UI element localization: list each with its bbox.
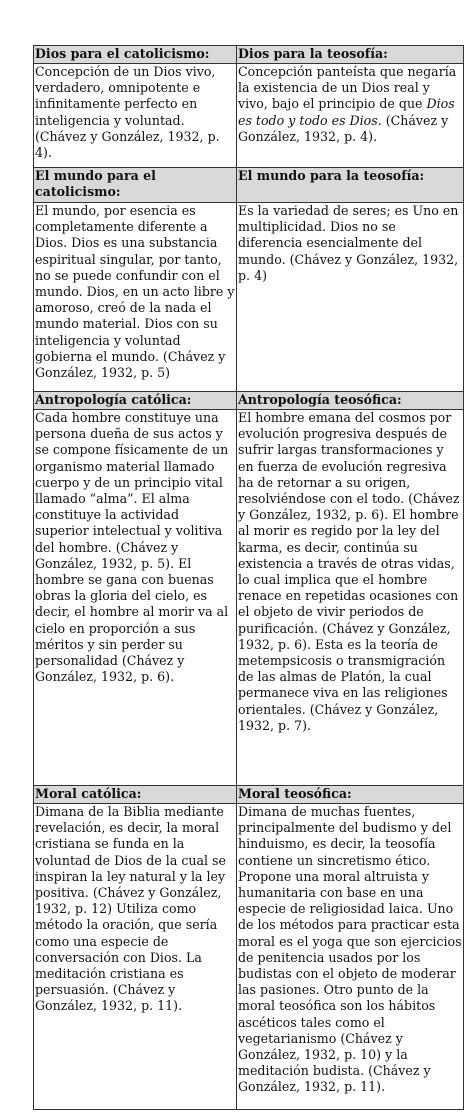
- cell-dios-teosofia-text-2: . (Chávez y González, 1932, p. 4).: [238, 112, 449, 144]
- header-antropologia-catolica: Antropología católica:: [34, 392, 237, 410]
- table-row-header-moral: [34, 786, 464, 804]
- cell-dios-teosofia: [237, 64, 464, 168]
- cell-mundo-teosofia: Es la variedad de seres; es Uno en multiplicidad. Dios no se diferencia esencialmente del mundo. (Chávez y González, 1932, p. 4): [237, 203, 464, 392]
- comparison-table: [33, 45, 464, 1110]
- table-row-header-dios: [34, 46, 464, 64]
- header-antropologia-teosofica: Antropología teosófica:: [237, 392, 464, 410]
- header-moral-catolica: Moral católica:: [34, 786, 237, 804]
- cell-mundo-catolicismo: El mundo, por esencia es completamente diferente a Dios. Dios es una substancia espiritual singular, por tanto, no se puede confundir con el mundo. Dios, en un acto libre y amoroso, creó de la nada el mundo material. Dios con su inteligencia y voluntad gobierna el mundo. (Chávez y González, 1932, p. 5): [34, 203, 237, 392]
- header-dios-catolicismo: Dios para el catolicismo:: [34, 46, 237, 64]
- cell-moral-teosofica: Dimana de muchas fuentes, principalmente del budismo y del hinduismo, es decir, la teosofía contiene un sincretismo ético. Propone una moral altruista y humanitaria con base en una especie de religiosidad laica. Uno de los métodos para practicar esta moral es el yoga que son ejercicios de penitencia usados por los budistas con el objeto de moderar las pasiones. Otro punto de la moral teosófica son los hábitos ascéticos tales como el vegetarianismo (Chávez y González, 1932, p. 10) y la meditación budista. (Chávez y González, 1932, p. 11).: [237, 804, 464, 1110]
- table-row-header-antropologia: [34, 392, 464, 410]
- cell-dios-teosofia-text-1: Concepción panteísta que negaría la existencia de un Dios real y vivo, bajo el principio de que: [238, 64, 457, 112]
- table-row-body-antropologia: [34, 410, 464, 786]
- header-mundo-catolicismo: El mundo para el catolicismo:: [34, 168, 237, 203]
- table-row-body-moral: [34, 804, 464, 1110]
- cell-antropologia-teosofica: El hombre emana del cosmos por evolución progresiva después de sufrir largas transformaciones y en fuerza de evolución regresiva ha de retornar a su origen, resolviéndose con el todo. (Chávez y González, 1932, p. 6). El hombre al morir es regido por la ley del karma, es decir, continúa su existencia a través de otras vidas, lo cual implica que el hombre renace en repetidas ocasiones con el objeto de vivir periodos de purificación. (Chávez y González, 1932, p. 6). Esta es la teoría de metempsicosis o transmigración de las almas de Platón, la cual permanece viva en las religiones orientales. (Chávez y González, 1932, p. 7).: [237, 410, 464, 786]
- table-row-header-mundo: [34, 168, 464, 203]
- header-moral-teosofica: Moral teosófica:: [237, 786, 464, 804]
- cell-dios-teosofia-italic: Dios es todo y todo es Dios: [238, 96, 455, 128]
- cell-antropologia-catolica: Cada hombre constituye una persona dueña de sus actos y se compone físicamente de un organismo material llamado cuerpo y de un principio vital llamado “alma”. El alma constituye la actividad superior intelectual y volitiva del hombre. (Chávez y González, 1932, p. 5). El hombre se gana con buenas obras la gloria del cielo, es decir, el hombre al morir va al cielo en proporción a sus méritos y sin perder su personalidad (Chávez y González, 1932, p. 6).: [34, 410, 237, 786]
- table-row-body-dios: [34, 64, 464, 168]
- cell-dios-catolicismo: Concepción de un Dios vivo, verdadero, omnipotente e infinitamente perfecto en inteligencia y voluntad. (Chávez y González, 1932, p. 4).: [34, 64, 237, 168]
- table-row-body-mundo: [34, 203, 464, 392]
- cell-moral-catolica: Dimana de la Biblia mediante revelación, es decir, la moral cristiana se funda en la voluntad de Dios de la cual se inspiran la ley natural y la ley positiva. (Chávez y González, 1932, p. 12) Utiliza como método la oración, que sería como una especie de conversación con Dios. La meditación cristiana es persuasión. (Chávez y González, 1932, p. 11).: [34, 804, 237, 1110]
- header-mundo-teosofia: El mundo para la teosofía:: [237, 168, 464, 203]
- header-dios-teosofia: Dios para la teosofía:: [237, 46, 464, 64]
